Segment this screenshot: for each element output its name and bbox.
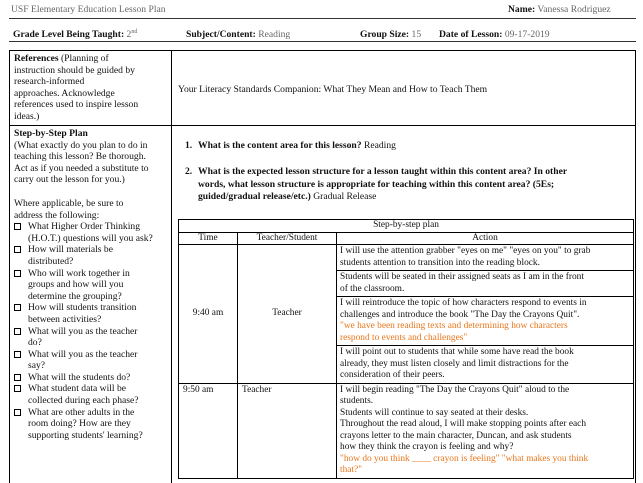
references-line-2: instruction should be guided by — [14, 64, 135, 76]
checklist-item — [14, 244, 170, 267]
checklist-item — [14, 383, 170, 406]
row-divider — [9, 125, 636, 126]
document-title: USF Elementary Education Lesson Plan — [11, 4, 166, 15]
where-line-2: address the following: — [14, 209, 100, 221]
question-2-text-1: What is the expected lesson structure for a lesson taught within this content area? In other — [198, 166, 568, 177]
column-divider — [171, 50, 172, 483]
checklist-text: groups and how will you — [28, 279, 124, 291]
subject-label: Subject/Content: — [186, 29, 256, 40]
checkbox-icon — [14, 304, 21, 311]
step-by-step-label: Step-by-Step Plan — [14, 128, 88, 139]
group-label: Group Size: — [360, 29, 410, 40]
group-size-field — [360, 29, 421, 40]
subject-value: Reading — [258, 29, 291, 40]
question-number: 1. — [185, 140, 193, 151]
checklist-text: between activities? — [28, 313, 102, 325]
action-line: I will reintroduce the topic of how characters respond to events in — [340, 298, 587, 308]
column-header-action: Action — [337, 232, 634, 245]
checklist-text: distributed? — [28, 255, 74, 267]
action-line: crayons letter to the main character, Duncan, and ask students — [340, 430, 572, 441]
grade-field — [13, 29, 137, 40]
question-2-answer: Gradual Release — [313, 191, 377, 202]
step-by-step-cell — [14, 128, 170, 441]
checklist-item — [14, 326, 170, 349]
date-label: Date of Lesson: — [439, 29, 503, 40]
references-line-3: research-informed — [14, 76, 85, 88]
column-header-time: Time — [179, 232, 238, 245]
question-text — [198, 166, 633, 204]
action-line: students attention to transition into the reading block. — [340, 257, 540, 268]
checklist-text: What will you as the teacher — [28, 325, 138, 337]
checkbox-icon — [14, 223, 21, 230]
action-cell — [337, 346, 634, 384]
question-2-text-3: guided/gradual release/etc.) — [198, 191, 311, 202]
checklist-item — [14, 268, 170, 303]
action-line: I will use the attention grabber "eyes on me" "eyes on you" to grab — [340, 246, 591, 256]
checkbox-icon — [14, 246, 21, 253]
checklist-text: supporting students' learning? — [28, 429, 143, 441]
checkbox-icon — [14, 351, 21, 358]
who-cell: Teacher — [238, 383, 337, 478]
subject-field — [186, 29, 290, 40]
name-label-text: Name: — [508, 4, 536, 15]
teacher-quote: respond to events and challenges" — [340, 332, 468, 343]
question-2-text-2: words, what lesson structure is appropriate for teaching within this content area? (5Es; — [198, 178, 555, 190]
references-line-4: approaches. Acknowledge — [14, 87, 115, 99]
action-cell — [337, 383, 634, 478]
step-intro-1: (What exactly do you plan to do in — [14, 139, 148, 151]
checklist-text: What are other adults in the — [28, 406, 135, 418]
references-label: References — [14, 53, 59, 64]
teacher-quote: "we have been reading texts and determining how characters — [340, 321, 568, 331]
checklist-item — [14, 407, 170, 442]
grade-suffix: nd — [131, 29, 138, 35]
step-intro-3: Act as if you needed a substitute to — [14, 162, 149, 174]
checklist-text: Who will work together in — [28, 267, 130, 279]
checklist-text: determine the grouping? — [28, 290, 122, 302]
checklist-text: What will the students do? — [28, 371, 131, 383]
question-1 — [185, 140, 633, 153]
checklist-text: What student data will be — [28, 383, 127, 395]
action-cell — [337, 271, 634, 297]
table-row — [179, 383, 634, 478]
checkbox-icon — [14, 374, 21, 381]
grade-value: 2 — [126, 29, 132, 41]
action-cell — [337, 297, 634, 346]
who-cell: Teacher — [238, 245, 337, 384]
guiding-questions-checklist — [14, 221, 170, 441]
action-line: Throughout the read aloud, I will make stopping points after each — [340, 419, 587, 429]
question-1-text: What is the content area for this lesson? — [198, 140, 362, 151]
name-value: Vanessa Rodriguez — [537, 4, 611, 15]
checklist-text: room doing? How are they — [28, 418, 131, 430]
checklist-text: collected during each phase? — [28, 395, 139, 407]
references-line-5: references used to inspire lesson — [14, 99, 139, 111]
grade-label: Grade Level Being Taught: — [13, 29, 125, 41]
checklist-item — [14, 372, 170, 384]
where-line-1: Where applicable, be sure to — [14, 197, 124, 209]
checklist-text: What Higher Order Thinking — [28, 221, 140, 233]
question-number: 2. — [185, 166, 193, 177]
date-value: 09-17-2019 — [504, 29, 550, 40]
references-value: Your Literacy Standards Companion: What They Mean and How to Teach Them — [178, 84, 488, 95]
action-line: how they think the crayon is feeling and why? — [340, 442, 514, 452]
references-text-1: (Planning of — [58, 53, 109, 64]
question-2 — [185, 166, 633, 206]
action-line: challenges and introduce the book "The Day the Crayons Quit". — [340, 309, 580, 320]
date-field — [439, 29, 550, 40]
checklist-text: What will you as the teacher — [28, 348, 138, 360]
action-line: already, they must listen closely and limit distractions for the — [340, 358, 569, 369]
checklist-item — [14, 221, 170, 244]
header-divider-2 — [9, 41, 636, 42]
step-intro-4: carry out the lesson for you.) — [14, 174, 125, 186]
column-header-teacher-student: Teacher/Student — [238, 232, 337, 245]
checklist-text: (H.O.T.) questions will you ask? — [28, 232, 153, 244]
references-line-6: ideas.) — [14, 110, 40, 122]
time-cell: 9:50 am — [179, 383, 238, 478]
checkbox-icon — [14, 270, 21, 277]
step-by-step-plan-table — [178, 219, 634, 479]
checklist-text: How will materials be — [28, 244, 113, 256]
action-line: students. — [340, 396, 374, 406]
checklist-text: How will students transition — [28, 302, 137, 314]
action-line: I will point out to students that while some have read the book — [340, 347, 574, 357]
checkbox-icon — [14, 409, 21, 416]
action-line: Students will continue to say seated at their desks. — [340, 407, 529, 418]
checklist-item — [14, 349, 170, 372]
action-cell — [337, 245, 634, 271]
references-cell — [14, 53, 169, 123]
time-cell: 9:40 am — [179, 245, 238, 384]
action-line: I will begin reading "The Day the Crayons Quit" aloud to the — [340, 384, 570, 395]
step-intro-2: teaching this lesson? Be thorough. — [14, 151, 146, 163]
checkbox-icon — [14, 328, 21, 335]
question-text — [198, 140, 396, 153]
name-label — [508, 4, 611, 15]
question-1-answer: Reading — [363, 140, 396, 151]
references-line-1 — [14, 53, 169, 65]
teacher-quote: that?" — [340, 465, 363, 475]
checklist-text: say? — [28, 360, 46, 372]
header-divider — [9, 18, 636, 19]
action-line: of the classroom. — [340, 283, 405, 294]
table-row — [179, 245, 634, 271]
action-line: Students will be seated in their assigned seats as I am in the front — [340, 272, 584, 282]
group-value: 15 — [411, 29, 422, 40]
checklist-text: do? — [28, 337, 42, 349]
action-line: consideration of their peers. — [340, 370, 445, 380]
checklist-item — [14, 302, 170, 325]
checkbox-icon — [14, 385, 21, 392]
teacher-quote: "how do you think ____ crayon is feeling" "what makes you think — [340, 453, 589, 464]
plan-caption: Step-by-step plan — [179, 220, 634, 233]
